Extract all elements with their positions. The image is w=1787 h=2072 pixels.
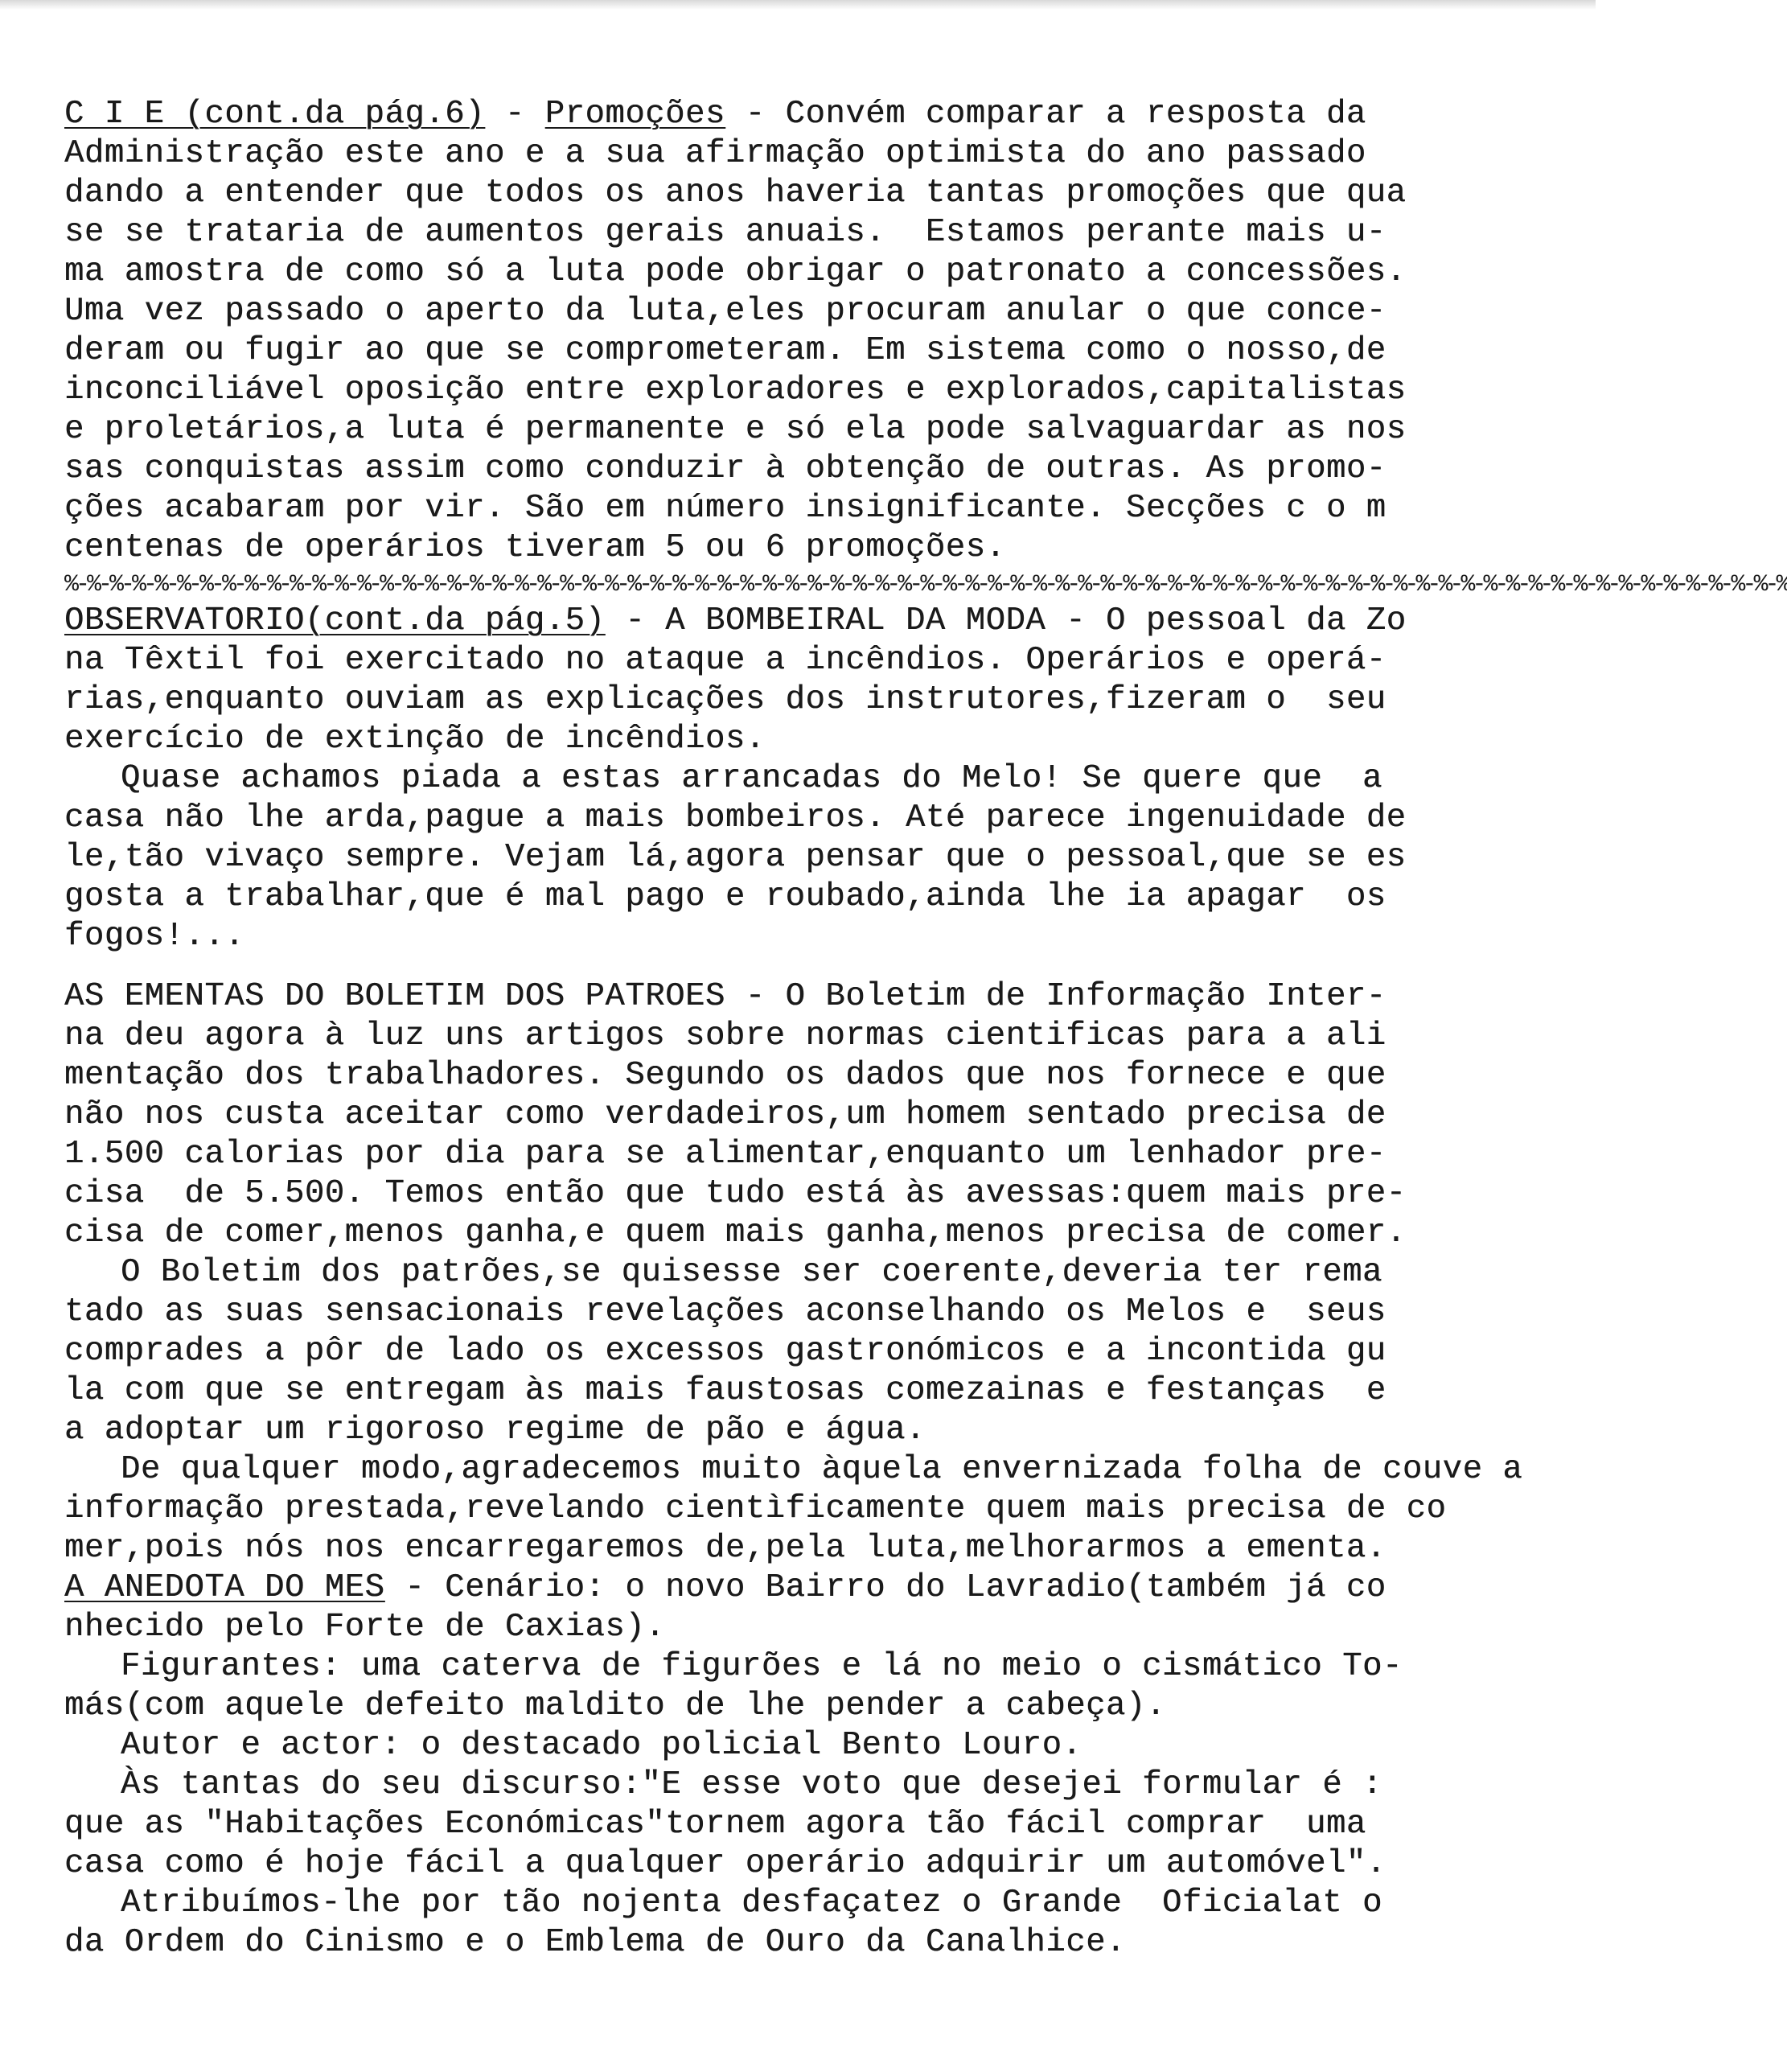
text-line: ma amostra de como só a luta pode obrigar o patronato a concessões. xyxy=(64,253,1407,290)
text-line: nhecido pelo Forte de Caxias). xyxy=(64,1609,666,1646)
text-line: comprades a pôr de lado os excessos gastronómicos e a incontida gu xyxy=(64,1333,1386,1370)
section-anedota-first-line xyxy=(64,1568,1536,1608)
text-line: más(com aquele defeito maldito de lhe pender a cabeça). xyxy=(64,1688,1166,1725)
text-line: casa como é hoje fácil a qualquer operário adquirir um automóvel". xyxy=(64,1845,1386,1882)
document-page xyxy=(64,95,1787,1963)
text-line: se se trataria de aumentos gerais anuais. Estamos perante mais u- xyxy=(64,214,1386,251)
text-line: e proletários,a luta é permanente e só ela pode salvaguardar as nos xyxy=(64,411,1407,448)
percent-separator: %-%-%-%-%-%-%-%-%-%-%-%-%-%-%-%-%-%-%-%-%-%-%-%-%-%-%-%-%-%-%-%-%-%-%-%-%-%-%-%-%-%-%-%-%-%-%-%-%-%-%-%-%-%-%-%-%-%-%-%-%-%-%-%-%-%-%-%-%-%-%-%-%-%-%-%-% xyxy=(64,571,1787,598)
section-observatorio-first-line xyxy=(64,602,1536,641)
text-line: rias,enquanto ouviam as explicações dos instrutores,fizeram o seu xyxy=(64,681,1386,718)
text-line: mentação dos trabalhadores. Segundo os dados que nos fornece e que xyxy=(64,1057,1386,1094)
section-gap xyxy=(64,956,1536,977)
text-line: Figurantes: uma caterva de figurões e lá no meio o cismático To- xyxy=(121,1648,1403,1685)
text-line: na Têxtil foi exercitado no ataque a incêndios. Operários e operá- xyxy=(64,642,1386,679)
text-line: inconciliável oposição entre exploradores e explorados,capitalistas xyxy=(64,372,1407,409)
text-line: ções acabaram por vir. São em número insignificante. Secções c o m xyxy=(64,490,1386,527)
text-line: da Ordem do Cinismo e o Emblema de Ouro da Canalhice. xyxy=(64,1924,1126,1961)
text-line: sas conquistas assim como conduzir à obtenção de outras. As promo- xyxy=(64,450,1386,487)
section-observatorio-body xyxy=(64,641,1536,956)
text-line: Uma vez passado o aperto da luta,eles procuram anular o que conce- xyxy=(64,293,1386,330)
text-line: fogos!... xyxy=(64,918,245,955)
text-line: cisa de comer,menos ganha,e quem mais ganha,menos precisa de comer. xyxy=(64,1215,1407,1252)
text-line: 1.500 calorias por dia para se alimentar,enquanto um lenhador pre- xyxy=(64,1136,1386,1173)
text-line: dando a entender que todos os anos haveria tantas promoções que qua xyxy=(64,175,1407,212)
text-line: Atribuímos-lhe por tão nojenta desfaçatez o Grande Oficialat o xyxy=(121,1885,1382,1922)
section-observatorio-first-line-rest: - A BOMBEIRAL DA MODA - O pessoal da Zo xyxy=(605,602,1407,639)
text-line: que as "Habitações Económicas"tornem agora tão fácil comprar uma xyxy=(64,1806,1366,1843)
section-cie-subheading: Promoções xyxy=(544,96,725,133)
section-cie-first-line-rest: - Convém comparar a resposta da xyxy=(725,96,1366,133)
text-line: Administração este ano e a sua afirmação optimista do ano passado xyxy=(64,135,1366,172)
section-anedota-first-line-rest: - Cenário: o novo Bairro do Lavradio(também já co xyxy=(384,1569,1386,1606)
text-line: exercício de extinção de incêndios. xyxy=(64,721,766,758)
text-line: cisa de 5.500. Temos então que tudo está às avessas:quem mais pre- xyxy=(64,1175,1407,1212)
section-cie-body xyxy=(64,134,1536,568)
section-anedota-body xyxy=(64,1608,1536,1963)
text-line: Autor e actor: o destacado policial Bento Louro. xyxy=(121,1727,1082,1764)
text-line: informação prestada,revelando cientìficamente quem mais precisa de co xyxy=(64,1490,1447,1527)
text-line: gosta a trabalhar,que é mal pago e roubado,ainda lhe ia apagar os xyxy=(64,878,1386,915)
section-ementas-body xyxy=(64,1017,1536,1568)
text-line: Às tantas do seu discurso:"E esse voto que desejei formular é : xyxy=(121,1766,1382,1803)
text-line: le,tão vivaço sempre. Vejam lá,agora pensar que o pessoal,que se es xyxy=(64,839,1407,876)
text-line: tado as suas sensacionais revelações aconselhando os Melos e seus xyxy=(64,1293,1386,1330)
section-observatorio-heading: OBSERVATORIO(cont.da pág.5) xyxy=(64,602,606,639)
text-line: O Boletim dos patrões,se quisesse ser coerente,deveria ter rema xyxy=(121,1254,1382,1291)
section-anedota-heading: A ANEDOTA DO MES xyxy=(64,1569,385,1606)
text-line: deram ou fugir ao que se comprometeram. Em sistema como o nosso,de xyxy=(64,332,1386,369)
dash-text: - xyxy=(484,96,545,133)
text-line: De qualquer modo,agradecemos muito àquela envernizada folha de couve a xyxy=(121,1451,1523,1488)
text-line: a adoptar um rigoroso regime de pão e água. xyxy=(64,1412,926,1449)
text-line: la com que se entregam às mais faustosas comezainas e festanças e xyxy=(64,1372,1386,1409)
text-line: não nos custa aceitar como verdadeiros,um homem sentado precisa de xyxy=(64,1096,1386,1133)
section-cie-first-line xyxy=(64,95,1536,134)
text-line: na deu agora à luz uns artigos sobre normas cientificas para a ali xyxy=(64,1018,1386,1054)
text-line: mer,pois nós nos encarregaremos de,pela luta,melhorarmos a ementa. xyxy=(64,1530,1386,1567)
text-line: Quase achamos piada a estas arrancadas do Melo! Se quere que a xyxy=(121,760,1382,797)
section-ementas-heading: AS EMENTAS DO BOLETIM DOS PATROES - O Boletim de Informação Inter- xyxy=(64,978,1386,1015)
section-cie-heading: C I E (cont.da pág.6) xyxy=(64,96,485,133)
scan-top-edge xyxy=(0,0,1596,10)
text-line: centenas de operários tiveram 5 ou 6 promoções. xyxy=(64,529,1006,566)
text-line: casa não lhe arda,pague a mais bombeiros. Até parece ingenuidade de xyxy=(64,800,1407,837)
